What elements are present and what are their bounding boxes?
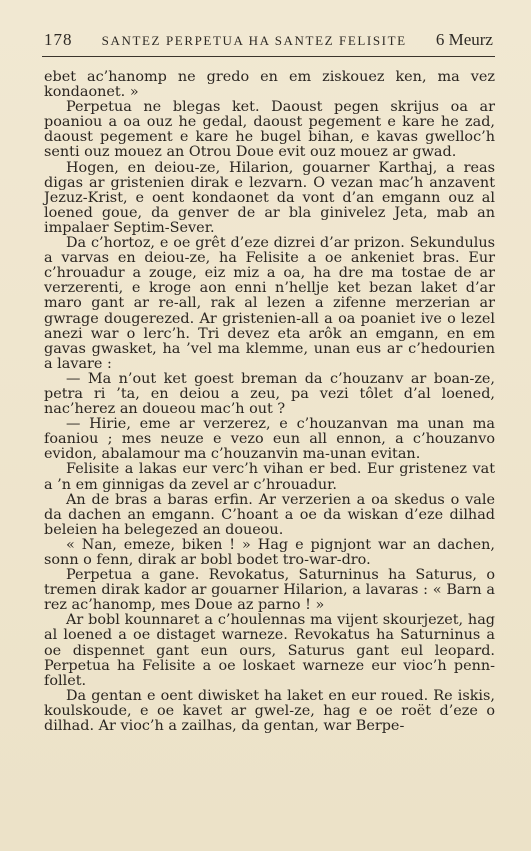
paragraph: Ar bobl kounnaret a c’houlennas ma vijent skourjezet, hag al loened a oe distaget warneze. Revokatus ha Saturninus a oe dispennet gant eun ours, Saturus gant eul leopard. Perpetua ha Felisite a oe loskaet warneze eur vioc’h penn-follet.: [44, 612, 495, 689]
paragraph: Perpetua ne blegas ket. Daoust pegen skrijus oa ar poaniou a oa ouz he gedal, daoust pegement e kare he zad, daoust pegement e kare he bugel bihan, e kavas gwelloc’h senti ouz mouez an Otrou Doue evit ouz mouez ar gwad.: [44, 99, 495, 161]
paragraph-continued: Da gentan e oent diwisket ha laket en eur roued. Re iskis, koulskoude, e oe kavet ar gwel-ze, hag e oe roët d’eze o dilhad. Ar vioc’h a zailhas, da gentan, war Berpe-: [44, 687, 495, 735]
paragraph: Perpetua a gane. Revokatus, Saturninus ha Saturus, o tremen dirak kador ar gouarner Hilarion, a lavaras : « Barn a rez ac’hanomp, mes Doue az parno ! »: [44, 567, 495, 614]
paragraph: Hogen, en deiou-ze, Hilarion, gouarner Karthaj, a reas digas ar gristenien dirak e lezvarn. O vezan mac’h anzavent Jezuz-Krist, e oent kondaonet da vont d’an emgann ouz al loened goue, da genver de ar bla ginivelez Jeta, mab an impalaer Septim-Sever.: [44, 159, 495, 236]
paragraph: Da c’hortoz, e oe grêt d’eze dizrei d’ar prizon. Sekundulus a varvas en deiou-ze, ha Felisite a oe ankeniet bras. Eur c’hrouadur a zouge, eiz miz a oa, ha dre ma tostae de ar verzerenti, e kroge aon enni n’hellje ket bezan laket d’ar maro gant ar re-all, rak al lezen a zifenne merzerian ar gwrage dougerezed. Ar gristenien-all a oa poaniet ive o lezel anezi war o lerc’h. Tri devez eta arôk an emgann, en em gavas gwasket, ha ’vel ma klemme, unan eus ar c’hedourien a lavare :: [44, 235, 495, 372]
running-title: SANTEZ PERPETUA HA SANTEZ FELISITE: [101, 33, 407, 48]
header-rule: [42, 56, 495, 57]
paragraph: — Hirie, eme ar verzerez, e c’houzanvan ma unan ma foaniou ; mes neuze e vezo eun all ennon, a c’houzanvo evidon, abalamour ma c’houzanvin ma-unan evitan.: [44, 416, 495, 463]
header-date: 6 Meurz: [435, 30, 493, 49]
page-number: 178: [44, 30, 73, 49]
running-header: [44, 30, 493, 52]
paragraph: Felisite a lakas eur verc’h vihan er bed. Eur gristenez vat a ’n em ginnigas da zevel ar c’hrouadur.: [44, 461, 495, 493]
paragraph: ebet ac’hanomp ne gredo en em ziskouez ken, ma vez kondaonet. »: [44, 69, 495, 101]
paragraph: — Ma n’out ket goest breman da c’houzanv ar boan-ze, petra ri ’ta, en deiou a zeu, pa vezi tôlet d’al loened, nac’herez an doueou mac’h out ?: [44, 370, 495, 418]
page-body: [44, 70, 495, 734]
paragraph: « Nan, emeze, biken ! » Hag e pignjont war an dachen, sonn o fenn, dirak ar bobl bodet tro-war-dro.: [44, 536, 495, 568]
paragraph: An de bras a baras erfin. Ar verzerien a oa skedus o vale da dachen an emgann. C’hoant a oe da wiskan d’eze dilhad beleien ha belegezed an doueou.: [44, 491, 495, 538]
